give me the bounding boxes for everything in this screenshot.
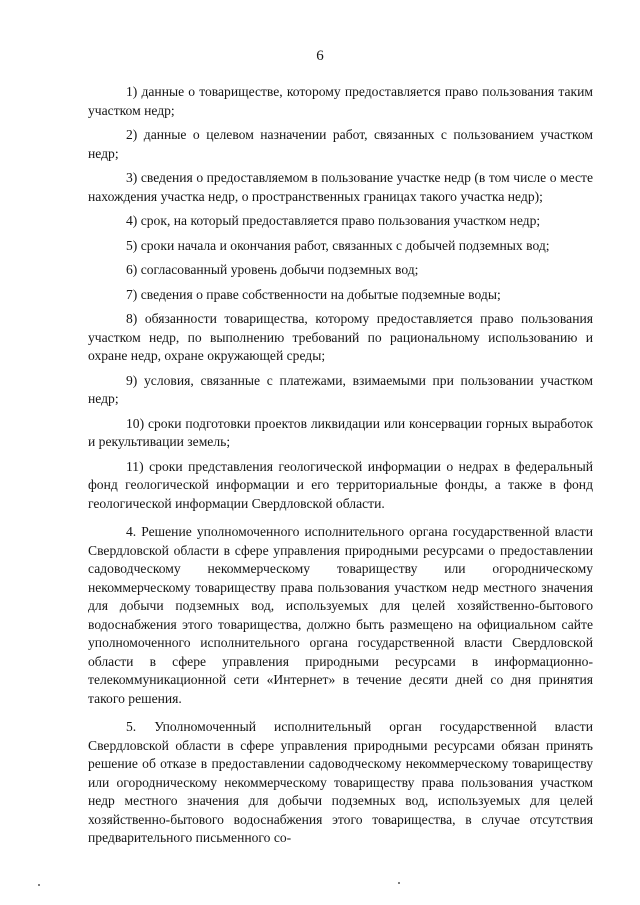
clause-5: 5. Уполномоченный исполнительный орган государственной власти Свердловской области в сфере управления природными ресурсами обязан принять решение об отказе в предоставлении садоводческому некоммерческому товариществу или огородническому некоммерческому товариществу права пользования участком недр местного значения для добычи подземных вод, используемых для целей хозяйственно-бытового водоснабжения этого товарищества, в случае отсутствия предварительного письменного со-: [88, 719, 593, 845]
list-item: 9) условия, связанные с платежами, взимаемыми при пользовании участком недр;: [88, 372, 593, 406]
list-item: 2) данные о целевом назначении работ, связанных с пользованием участком недр;: [88, 127, 593, 161]
page-body: [88, 83, 593, 854]
list-item: 10) сроки подготовки проектов ликвидации или консервации горных выработок и рекультивации земель;: [88, 415, 593, 449]
list-item: 11) сроки представления геологической информации о недрах в федеральный фонд геологической информации и его территориальные фонды, а также в фонд геологической информации Свердловской области.: [88, 458, 593, 511]
list-item: 4) срок, на который предоставляется право пользования участком недр;: [126, 213, 541, 228]
list-item: 3) сведения о предоставляемом в пользование участке недр (в том числе о месте нахождения участка недр, о пространственных границах такого участка недр);: [88, 170, 593, 204]
scan-speck: [398, 882, 400, 884]
list-item: 8) обязанности товарищества, которому предоставляется право пользования участком недр, по выполнению требований по рациональному использованию и охране недр, охране окружающей среды;: [88, 311, 593, 363]
list-item: 5) сроки начала и окончания работ, связанных с добычей подземных вод;: [126, 237, 550, 253]
page-number: 6: [316, 48, 324, 64]
list-item: 1) данные о товариществе, которому предоставляется право пользования таким участком недр;: [88, 84, 593, 118]
scan-speck: [38, 884, 40, 886]
clause-4: 4. Решение уполномоченного исполнительного органа государственной власти Свердловской области в сфере управления природными ресурсами о предоставлении садоводческому некоммерческому товариществу или огородническому некоммерческому товариществу права пользования участком недр местного значения для добычи подземных вод, используемых для целей хозяйственно-бытового водоснабжения этого товарищества, должно быть размещено на официальном сайте уполномоченного исполнительного органа государственной власти Свердловской области в сфере управления природными ресурсами в информационно-телекоммуникационной сети «Интернет» в течение десяти дней со дня принятия такого решения.: [88, 524, 593, 706]
list-item: 7) сведения о праве собственности на добытые подземные воды;: [126, 286, 501, 302]
list-item: 6) согласованный уровень добычи подземных вод;: [126, 262, 419, 277]
